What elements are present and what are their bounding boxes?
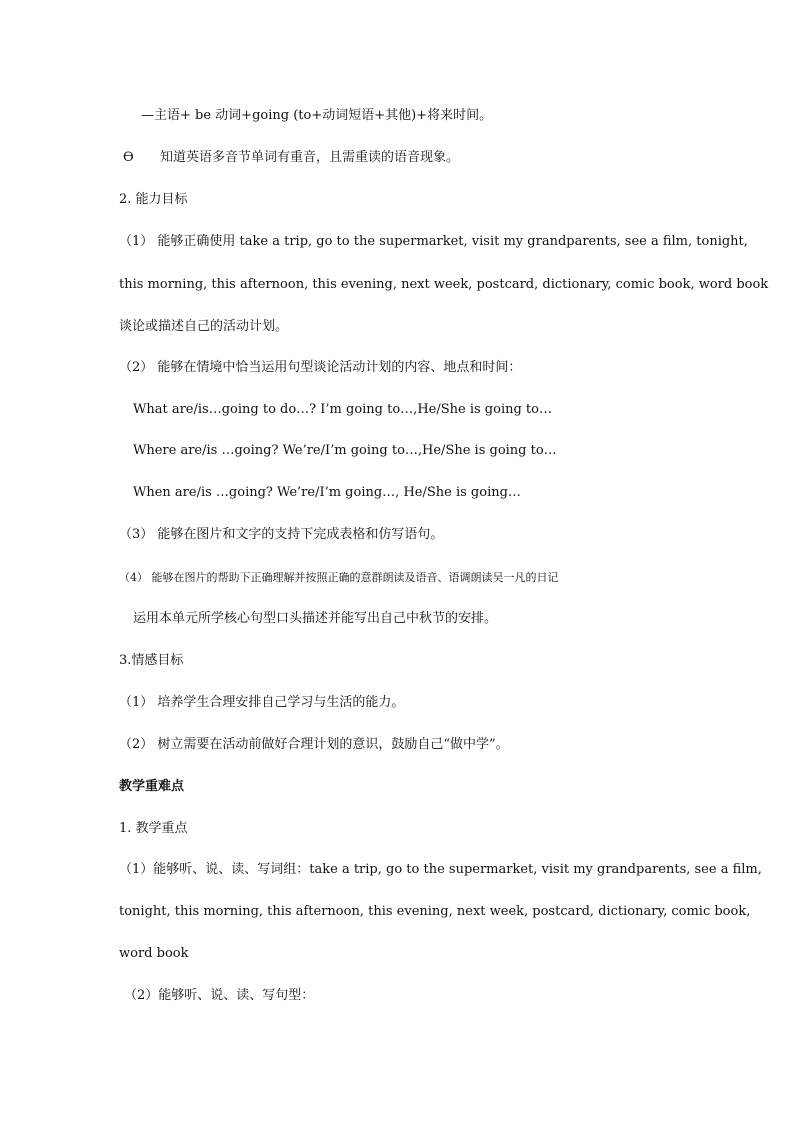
paragraph-line: word book bbox=[119, 946, 189, 961]
sentence-pattern-line: When are/is …going? We’re/I’m going…, He/She is going… bbox=[133, 485, 521, 500]
paragraph-line: （1）能够听、说、读、写词组：take a trip, go to the supermarket, visit my grandparents, see a film, bbox=[119, 862, 762, 877]
paragraph-line: （1） 能够正确使用 take a trip, go to the supermarket, visit my grandparents, see a film, tonight, bbox=[119, 234, 748, 249]
paragraph-line: （2） 能够在情境中恰当运用句型谈论活动计划的内容、地点和时间： bbox=[119, 360, 522, 375]
paragraph-line: （4） 能够在图片的帮助下正确理解并按照正确的意群朗读及语音、语调朗读吴一凡的日记 bbox=[119, 571, 559, 584]
grammar-structure-line: —主语+ be 动词+going (to+动词短语+其他)+将来时间。 bbox=[141, 108, 493, 123]
sentence-pattern-line: What are/is…going to do…? I’m going to…,He/She is going to… bbox=[133, 402, 552, 417]
paragraph-line: （3） 能够在图片和文字的支持下完成表格和仿写语句。 bbox=[119, 527, 444, 542]
paragraph-line: tonight, this morning, this afternoon, this evening, next week, postcard, dictionary, comic book, bbox=[119, 904, 751, 919]
phonetics-goal-text: 知道英语多音节单词有重音，且需重读的语音现象。 bbox=[160, 150, 460, 165]
paragraph-line: （1） 培养学生合理安排自己学习与生活的能力。 bbox=[119, 695, 405, 710]
phonetics-goal-line bbox=[123, 149, 459, 167]
section-heading-ability: 2. 能力目标 bbox=[119, 192, 188, 207]
sentence-pattern-line: Where are/is …going? We’re/I’m going to…,He/She is going to… bbox=[133, 443, 557, 458]
paragraph-line: 运用本单元所学核心句型口头描述并能写出自己中秋节的安排。 bbox=[133, 611, 498, 626]
subheading-teaching-focus: 1. 教学重点 bbox=[119, 821, 188, 836]
paragraph-line: （2）能够听、说、读、写句型： bbox=[124, 988, 315, 1003]
paragraph-line: 谈论或描述自己的活动计划。 bbox=[119, 319, 289, 334]
bullet-symbol-icon: ϴ bbox=[123, 150, 134, 165]
paragraph-line: （2） 树立需要在活动前做好合理计划的意识，鼓励自己“做中学”。 bbox=[119, 737, 509, 752]
section-heading-key-points: 教学重难点 bbox=[119, 779, 185, 794]
paragraph-line: this morning, this afternoon, this evening, next week, postcard, dictionary, comic book, word book bbox=[119, 277, 769, 292]
section-heading-emotion: 3.情感目标 bbox=[119, 653, 184, 668]
